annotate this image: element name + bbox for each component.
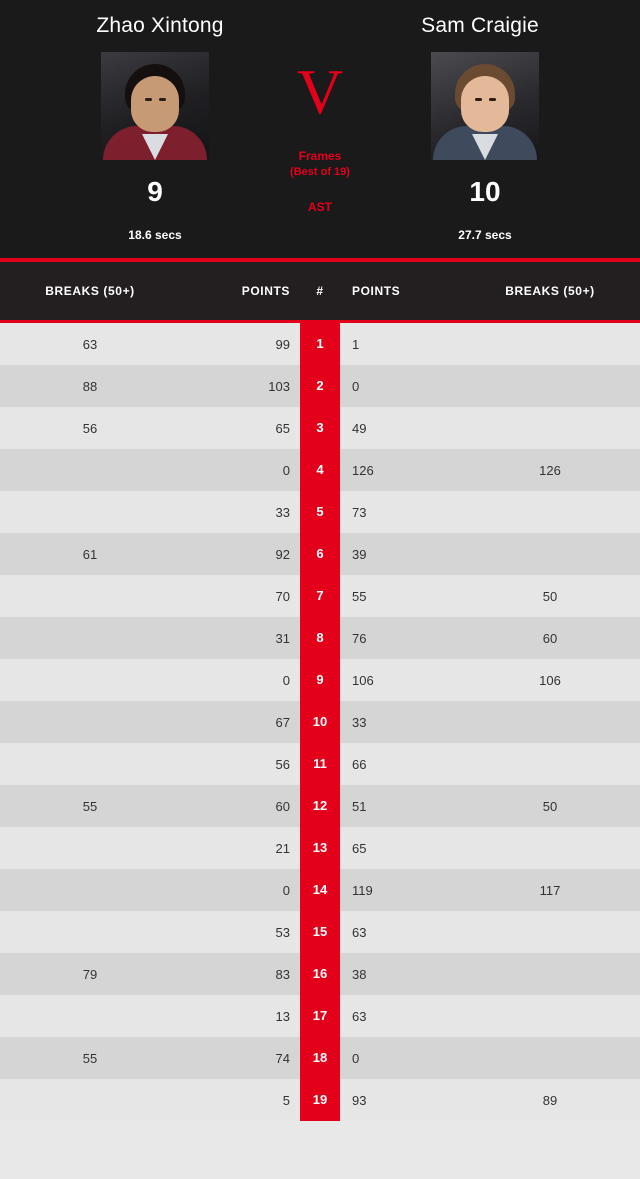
cell-frame-number: 10 <box>300 701 340 743</box>
player-time-left: 18.6 secs <box>128 228 182 242</box>
player-photo-left <box>101 52 209 160</box>
cell-breaks-right: 117 <box>539 882 561 898</box>
versus-icon: V <box>296 56 344 127</box>
table-row <box>0 701 640 743</box>
cell-frame-number: 18 <box>300 1037 340 1079</box>
cell-points-left: 103 <box>268 378 290 394</box>
table-row <box>0 365 640 407</box>
cell-points-left: 31 <box>275 630 290 646</box>
cell-points-right: 39 <box>352 546 367 562</box>
player-names-row <box>0 0 640 48</box>
cell-points-left: 53 <box>275 924 290 940</box>
cell-points-left: 0 <box>282 882 290 898</box>
cell-points-left: 70 <box>275 588 290 604</box>
player-block-left <box>45 52 265 242</box>
cell-frame-number: 15 <box>300 911 340 953</box>
table-row <box>0 1037 640 1079</box>
cell-points-right: 1 <box>352 336 360 352</box>
cell-breaks-left: 63 <box>82 336 98 352</box>
header-divider <box>0 258 640 262</box>
cell-frame-number: 7 <box>300 575 340 617</box>
cell-frame-number: 9 <box>300 659 340 701</box>
cell-points-left: 33 <box>275 504 290 520</box>
table-row <box>0 491 640 533</box>
cell-points-right: 0 <box>352 1050 360 1066</box>
column-header-breaks-left: BREAKS (50+) <box>45 284 135 298</box>
table-row <box>0 617 640 659</box>
frames-label <box>290 149 350 180</box>
table-row <box>0 659 640 701</box>
cell-breaks-right: 89 <box>542 1092 558 1108</box>
player-name-right: Sam Craigie <box>421 14 539 37</box>
cell-breaks-left: 61 <box>82 546 98 562</box>
cell-points-left: 21 <box>275 840 290 856</box>
cell-points-left: 74 <box>275 1050 290 1066</box>
cell-points-right: 106 <box>352 672 374 688</box>
player-score-right: 10 <box>469 176 501 207</box>
column-header-points-right: POINTS <box>352 284 401 298</box>
cell-breaks-right: 106 <box>539 672 561 688</box>
table-row <box>0 449 640 491</box>
table-header-row <box>0 262 640 320</box>
player-name-left: Zhao Xintong <box>96 14 224 37</box>
cell-frame-number: 2 <box>300 365 340 407</box>
cell-frame-number: 1 <box>300 323 340 365</box>
cell-frame-number: 11 <box>300 743 340 785</box>
column-header-frame-number: # <box>316 284 324 298</box>
table-row <box>0 785 640 827</box>
cell-breaks-left: 56 <box>82 420 98 436</box>
cell-breaks-left: 79 <box>82 966 98 982</box>
cell-points-left: 0 <box>282 672 290 688</box>
table-row <box>0 533 640 575</box>
table-row <box>0 575 640 617</box>
player-score-left: 9 <box>147 176 163 207</box>
cell-points-right: 65 <box>352 840 367 856</box>
table-row <box>0 407 640 449</box>
cell-frame-number: 16 <box>300 953 340 995</box>
cell-frame-number: 19 <box>300 1079 340 1121</box>
column-header-points-left: POINTS <box>241 284 290 298</box>
cell-points-right: 63 <box>352 924 367 940</box>
cell-breaks-right: 50 <box>542 588 558 604</box>
cell-breaks-left: 55 <box>82 1050 98 1066</box>
cell-points-left: 56 <box>275 756 290 772</box>
cell-frame-number: 14 <box>300 869 340 911</box>
cell-points-left: 0 <box>282 462 290 478</box>
table-row <box>0 869 640 911</box>
cell-points-left: 92 <box>275 546 290 562</box>
table-row <box>0 1079 640 1121</box>
cell-breaks-left: 55 <box>82 798 98 814</box>
cell-points-right: 38 <box>352 966 367 982</box>
cell-frame-number: 6 <box>300 533 340 575</box>
cell-frame-number: 4 <box>300 449 340 491</box>
cell-frame-number: 12 <box>300 785 340 827</box>
table-row <box>0 743 640 785</box>
cell-frame-number: 5 <box>300 491 340 533</box>
cell-points-left: 99 <box>275 336 290 352</box>
cell-points-left: 5 <box>282 1092 290 1108</box>
frames-table <box>0 323 640 1121</box>
cell-frame-number: 17 <box>300 995 340 1037</box>
cell-breaks-right: 126 <box>539 462 561 478</box>
center-block <box>265 52 375 214</box>
cell-frame-number: 8 <box>300 617 340 659</box>
cell-points-right: 63 <box>352 1008 367 1024</box>
cell-points-right: 33 <box>352 714 367 730</box>
matchup-row <box>0 48 640 242</box>
cell-points-right: 126 <box>352 462 374 478</box>
cell-points-right: 76 <box>352 630 367 646</box>
player-time-right: 27.7 secs <box>458 228 512 242</box>
cell-points-left: 13 <box>275 1008 290 1024</box>
cell-points-right: 49 <box>352 420 367 436</box>
player-block-right <box>375 52 595 242</box>
table-row <box>0 323 640 365</box>
cell-points-left: 67 <box>275 714 290 730</box>
cell-frame-number: 3 <box>300 407 340 449</box>
match-header <box>0 0 640 262</box>
cell-breaks-right: 50 <box>542 798 558 814</box>
frames-best-of: (Best of 19) <box>290 165 350 178</box>
table-row <box>0 911 640 953</box>
cell-points-right: 0 <box>352 378 360 394</box>
cell-points-right: 93 <box>352 1092 367 1108</box>
frames-label-text: Frames <box>298 148 342 163</box>
cell-points-right: 119 <box>352 882 373 898</box>
column-header-breaks-right: BREAKS (50+) <box>505 284 595 298</box>
cell-breaks-right: 60 <box>542 630 558 646</box>
table-row <box>0 953 640 995</box>
cell-points-right: 55 <box>352 588 367 604</box>
cell-points-right: 73 <box>352 504 367 520</box>
cell-points-left: 60 <box>275 798 290 814</box>
cell-breaks-left: 88 <box>82 378 98 394</box>
table-row <box>0 995 640 1037</box>
table-row <box>0 827 640 869</box>
player-photo-right <box>431 52 539 160</box>
cell-points-left: 65 <box>275 420 290 436</box>
cell-points-right: 66 <box>352 756 367 772</box>
cell-points-left: 83 <box>275 966 290 982</box>
cell-points-right: 51 <box>352 798 367 814</box>
status-badge: AST <box>308 199 332 214</box>
cell-frame-number: 13 <box>300 827 340 869</box>
